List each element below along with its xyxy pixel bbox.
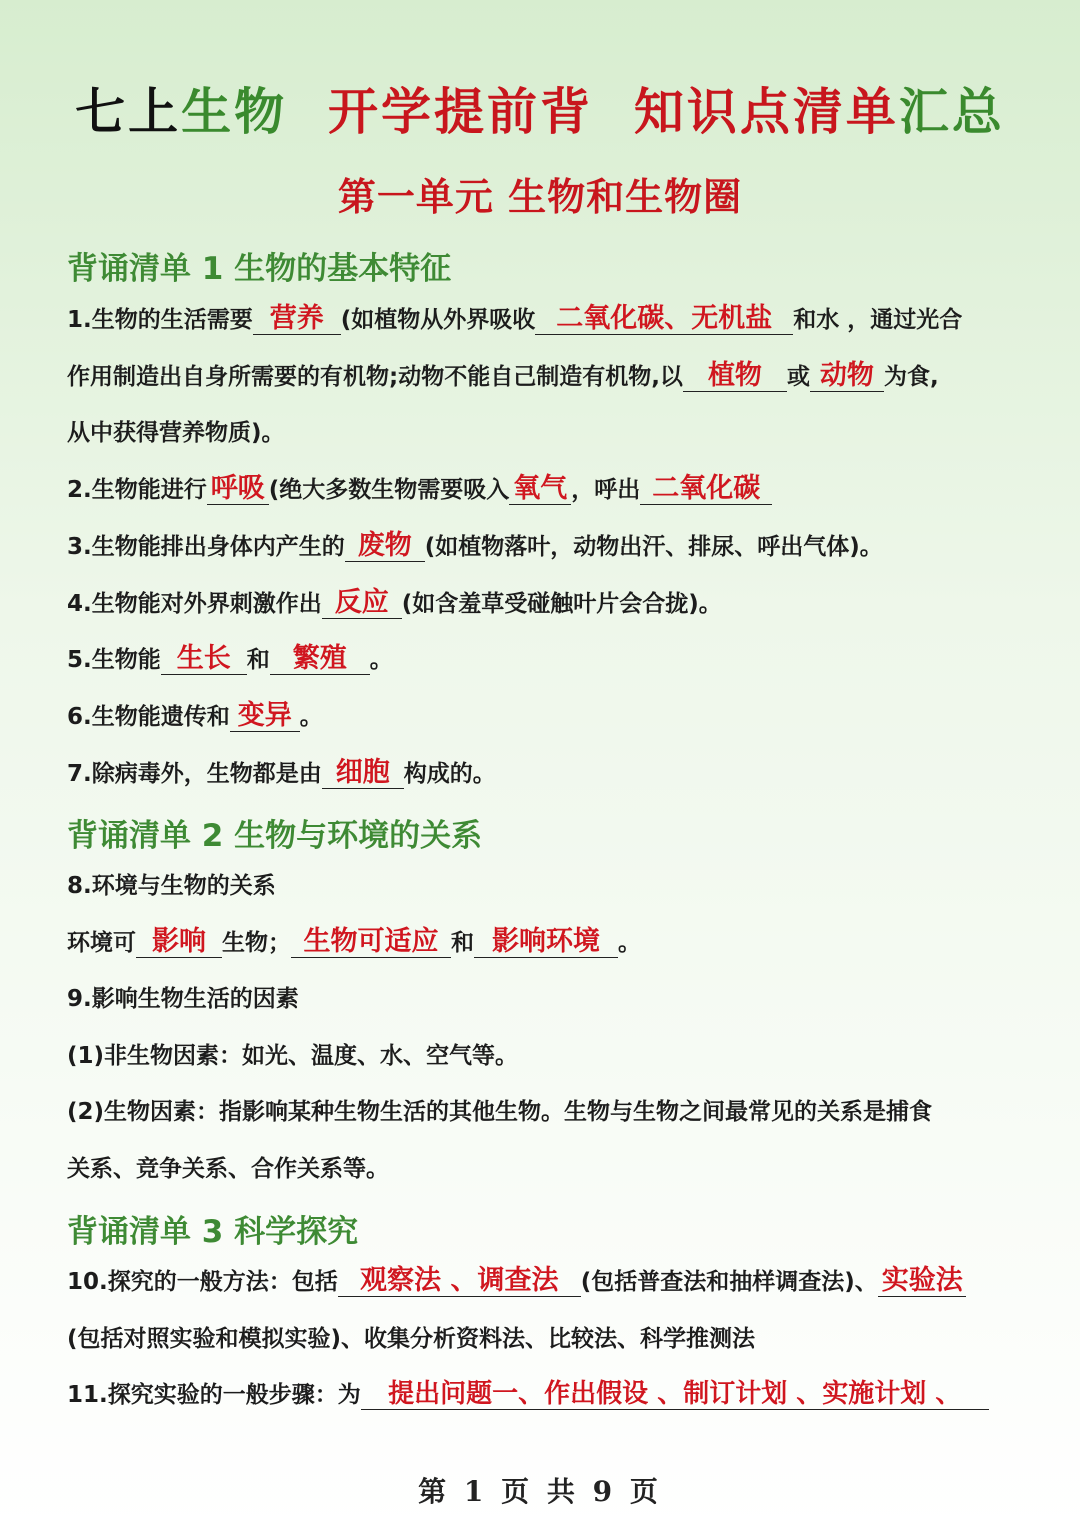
text-line [67, 303, 962, 337]
text: 3.生物能排出身体内产生的 [67, 534, 345, 560]
answer-blank: 影响 [136, 927, 222, 958]
title-part: 生物 [181, 83, 288, 141]
text: 7.除病毒外，生物都是由 [67, 761, 322, 787]
answer-blank: 营养 [253, 304, 341, 335]
text-line: 关系、竞争关系、合作关系等。 [67, 1156, 389, 1182]
answer-blank: 生物可适应 [291, 927, 451, 958]
answer-blank: 废物 [345, 531, 425, 562]
text: 5.生物能 [67, 647, 161, 673]
text-line [67, 473, 772, 507]
text-line: (包括对照实验和模拟实验)、收集分析资料法、比较法、科学推测法 [67, 1326, 756, 1352]
text: (如含羞草受碰触叶片会合拢)。 [401, 591, 722, 617]
title-part: 知识点清单 [633, 83, 899, 141]
text: (包括普查法和抽样调查法)、 [580, 1269, 878, 1295]
answer-blank: 反应 [322, 588, 402, 619]
title-part: 开学提前背 [328, 83, 593, 141]
answer-blank: 实验法 [878, 1266, 966, 1297]
text: 6.生物能遗传和 [67, 704, 230, 730]
text-line [67, 360, 939, 394]
page-footer: 第 1 页 共 9 页 [418, 1475, 662, 1508]
text: 和水 ，通过光合 [793, 307, 963, 333]
answer-blank: 二氧化碳 [640, 474, 772, 505]
answer-blank: 变异 [230, 701, 300, 732]
text: ，呼出 [571, 477, 641, 503]
text: 或 [786, 364, 810, 390]
text: 。 [618, 930, 641, 956]
section-heading: 背诵清单 2 生物与环境的关系 [67, 818, 483, 854]
text-line: 从中获得营养物质)。 [67, 420, 285, 446]
text: 10.探究的一般方法：包括 [67, 1269, 338, 1295]
text: 构成的。 [403, 761, 496, 787]
text-line: (2)生物因素：指影响某种生物生活的其他生物。生物与生物之间最常见的关系是捕食 [67, 1099, 933, 1125]
text: 作用制造出自身所需要的有机物;动物不能自己制造有机物,以 [67, 364, 683, 390]
answer-blank: 植物 [683, 361, 787, 392]
text: (如植物落叶，动物出汗、排尿、呼出气体)。 [424, 534, 883, 560]
text-line: (1)非生物因素：如光、温度、水、空气等。 [67, 1043, 519, 1069]
text: 生物； [222, 930, 291, 956]
text: 。 [299, 704, 323, 730]
text-line [67, 643, 393, 677]
text: 11.探究实验的一般步骤：为 [67, 1382, 361, 1408]
text: 4.生物能对外界刺激作出 [67, 591, 322, 617]
answer-blank: 呼吸 [207, 474, 269, 505]
text: 1.生物的生活需要 [67, 307, 253, 333]
text-line [67, 530, 883, 564]
text-line [67, 1378, 989, 1412]
section-heading: 背诵清单 3 科学探究 [67, 1214, 359, 1250]
text: 和 [246, 647, 270, 673]
answer-blank: 影响环境 [474, 927, 618, 958]
text-line [67, 1265, 966, 1299]
section-heading: 背诵清单 1 生物的基本特征 [67, 251, 452, 287]
answer-blank: 提出问题一、作出假设 、制订计划 、实施计划 、 [361, 1379, 989, 1410]
answer-blank: 动物 [810, 361, 884, 392]
unit-title: 第一单元 生物和生物圈 [337, 175, 743, 219]
text: (如植物从外界吸收 [340, 307, 536, 333]
text: 环境可 [67, 930, 136, 956]
text: 2.生物能进行 [67, 477, 207, 503]
text: (绝大多数生物需要吸入 [268, 477, 510, 503]
text-line: 9.影响生物生活的因素 [67, 986, 299, 1012]
text: 。 [369, 647, 393, 673]
text-line [67, 587, 722, 621]
text: 为食, [883, 364, 939, 390]
text-line [67, 926, 641, 960]
answer-blank: 观察法 、调查法 [338, 1266, 581, 1297]
answer-blank: 二氧化碳、无机盐 [535, 304, 793, 335]
text-line: 8.环境与生物的关系 [67, 873, 276, 899]
answer-blank: 繁殖 [270, 644, 370, 675]
title-part: 汇总 [898, 83, 1005, 141]
text-line [67, 757, 496, 791]
answer-blank: 生长 [161, 644, 247, 675]
text-line [67, 700, 323, 734]
title-part: 七上 [75, 83, 182, 141]
page-title [0, 72, 1080, 144]
text: 和 [451, 930, 474, 956]
answer-blank: 细胞 [322, 758, 404, 789]
answer-blank: 氧气 [509, 474, 571, 505]
